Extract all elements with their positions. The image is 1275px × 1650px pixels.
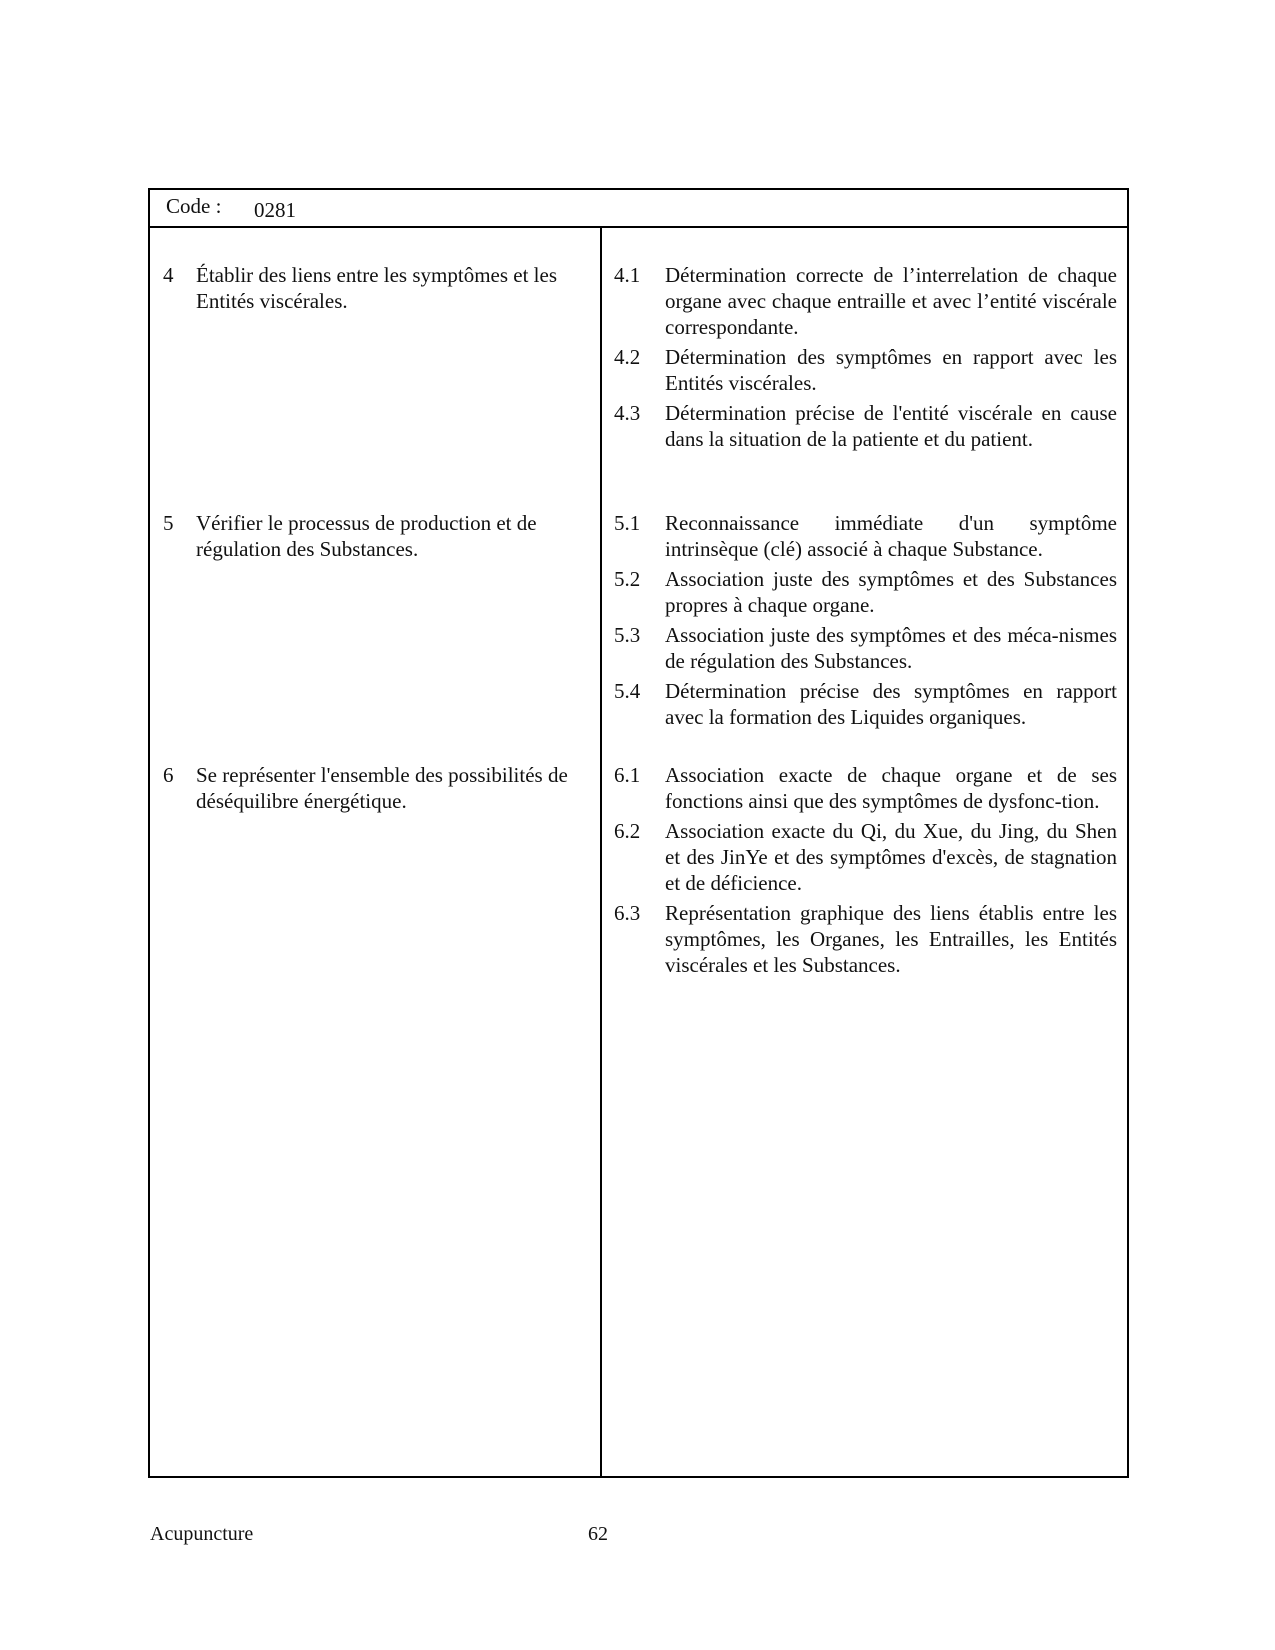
page-number: 62 (588, 1523, 608, 1545)
criterion-text: Détermination correcte de l’interrelation de chaque organe avec chaque entraille et avec l’entité viscérale correspondante. (665, 263, 1117, 339)
criterion (602, 566, 1129, 618)
competency-text: Se représenter l'ensemble des possibilités de déséquilibre énergétique. (196, 763, 568, 813)
competency-number: 4 (163, 263, 174, 287)
criterion-text: Représentation graphique des liens établis entre les symptômes, les Organes, les Entrailles, les Entités viscérales et les Substances. (665, 901, 1117, 977)
criterion-number: 6.3 (614, 901, 641, 925)
criteria-group (602, 510, 1129, 734)
footer-title: Acupuncture (150, 1523, 254, 1545)
criteria-group (602, 762, 1129, 982)
code-label: Code : (166, 194, 222, 218)
criterion-text: Détermination précise des symptômes en rapport avec la formation des Liquides organiques. (665, 679, 1117, 729)
criterion-text: Association exacte du Qi, du Xue, du Jing, du Shen et des JinYe et des symptômes d'excès, de stagnation et de déficience. (665, 819, 1117, 895)
competency-text: Vérifier le processus de production et de régulation des Substances. (196, 511, 537, 561)
criterion (602, 344, 1129, 396)
criterion (602, 510, 1129, 562)
criterion-number: 6.1 (614, 763, 641, 787)
code-header-row (150, 190, 1127, 228)
criterion (602, 622, 1129, 674)
criterion-number: 5.3 (614, 623, 641, 647)
code-value: 0281 (254, 198, 296, 222)
criterion-text: Reconnaissance immédiate d'un symptôme intrinsèque (clé) associé à chaque Substance. (665, 511, 1117, 561)
criterion-text: Association juste des symptômes et des méca-nismes de régulation des Substances. (665, 623, 1117, 673)
criterion-number: 4.3 (614, 401, 641, 425)
criterion-text: Association juste des symptômes et des Substances propres à chaque organe. (665, 567, 1117, 617)
criterion-text: Association exacte de chaque organe et de ses fonctions ainsi que des symptômes de dysfonc-tion. (665, 763, 1117, 813)
criterion (602, 678, 1129, 730)
criterion-number: 4.2 (614, 345, 641, 369)
criterion (602, 900, 1129, 978)
competency-number: 6 (163, 763, 174, 787)
criterion (602, 762, 1129, 814)
criteria-group (602, 262, 1129, 456)
criterion-number: 5.1 (614, 511, 641, 535)
competency-text: Établir des liens entre les symptômes et les Entités viscérales. (196, 263, 557, 313)
competency-table (148, 188, 1129, 1478)
criterion-text: Détermination des symptômes en rapport avec les Entités viscérales. (665, 345, 1117, 395)
competency-number: 5 (163, 511, 174, 535)
criterion-text: Détermination précise de l'entité viscérale en cause dans la situation de la patiente et du patient. (665, 401, 1117, 451)
criterion-number: 5.2 (614, 567, 641, 591)
criterion-number: 4.1 (614, 263, 641, 287)
criterion-number: 5.4 (614, 679, 641, 703)
criterion-number: 6.2 (614, 819, 641, 843)
criterion (602, 818, 1129, 896)
criterion (602, 400, 1129, 452)
criterion (602, 262, 1129, 340)
